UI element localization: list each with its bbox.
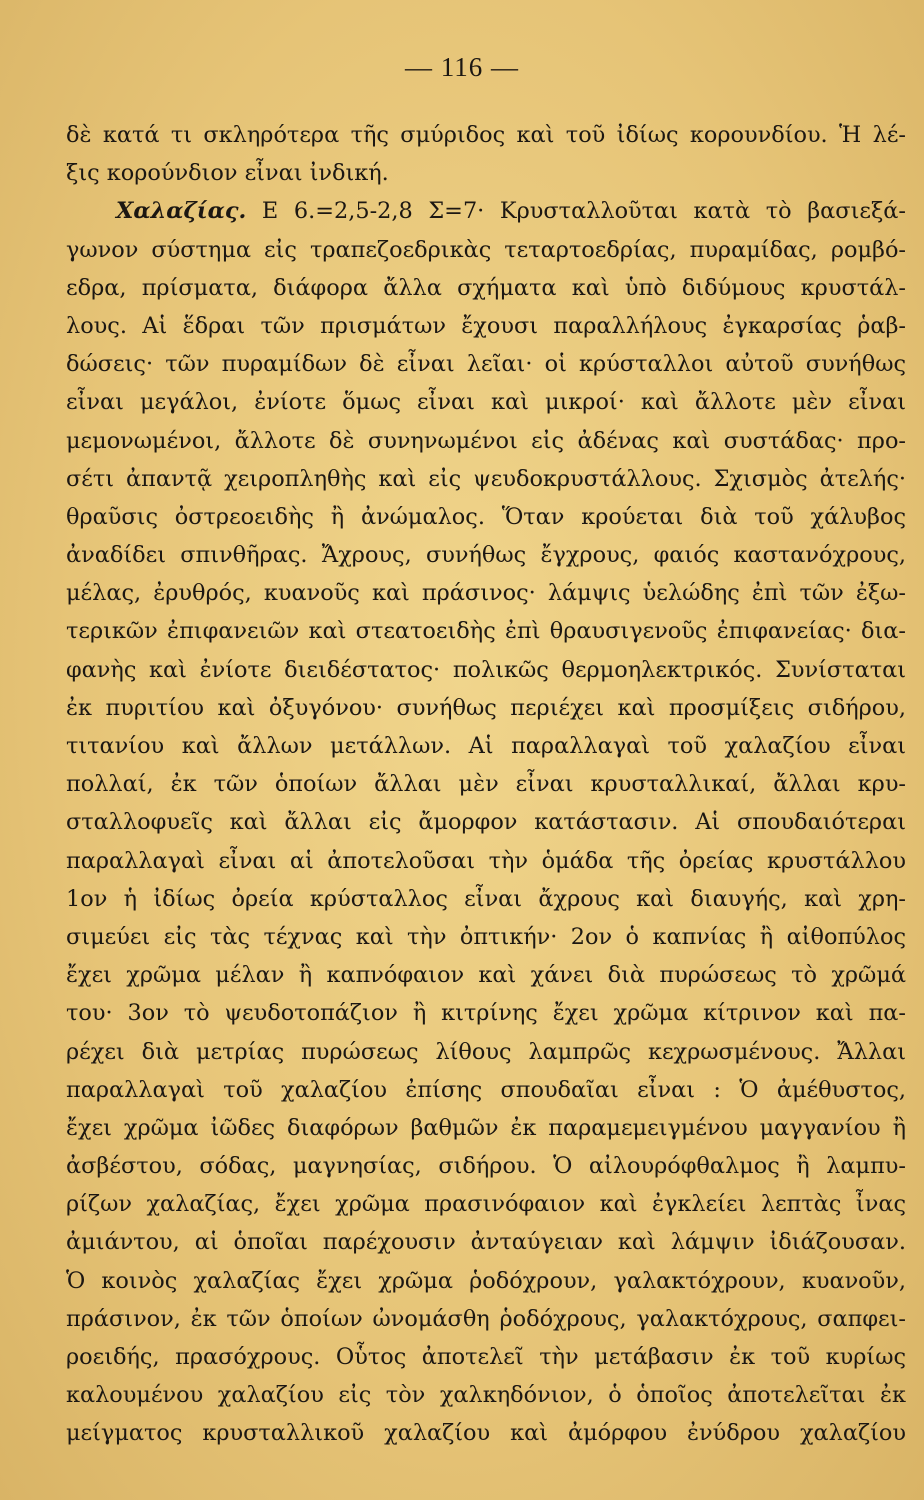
- text-line: [66, 269, 906, 307]
- line-text: Ε 6.=2,5-2,8 Σ=7· Κρυσταλλοῦται κατὰ τὸ βασιεξά-: [246, 198, 906, 225]
- text-line: [66, 536, 906, 574]
- text-line: [66, 116, 906, 154]
- line-text: δώσεις· τῶν πυραμίδων δὲ εἶναι λεῖαι· οἱ κρύσταλλοι αὐτοῦ συνήθως: [66, 351, 906, 378]
- line-text: Ὁ κοινὸς χαλαζίας ἔχει χρῶμα ῥοδόχρουν, γαλακτόχρουν, κυανοῦν,: [66, 1267, 906, 1294]
- text-line: [66, 1071, 906, 1109]
- line-text: ρίζων χαλαζίας, ἔχει χρῶμα πρασινόφαιον καὶ ἐγκλείει λεπτὰς ἶνας: [66, 1191, 906, 1218]
- line-text: σταλλοφυεῖς καὶ ἄλλαι εἰς ἄμορφον κατάστασιν. Αἱ σπουδαιότεραι: [66, 809, 906, 836]
- line-text: γωνον σύστημα εἰς τραπεζοεδρικὰς τεταρτοεδρίας, πυραμίδας, ρομβό-: [66, 236, 906, 263]
- text-line: [66, 383, 906, 421]
- text-line: [66, 574, 906, 612]
- page-number: — 116 —: [405, 52, 519, 82]
- text-line: [66, 231, 906, 269]
- line-text: μέλας, ἐρυθρός, κυανοῦς καὶ πράσινος· λάμψις ὑελώδης ἐπὶ τῶν ἐξω-: [66, 580, 906, 607]
- text-line: [66, 1185, 906, 1223]
- line-text: τερικῶν ἐπιφανειῶν καὶ στεατοειδὴς ἐπὶ θραυσιγενοῦς ἐπιφανείας· δια-: [66, 618, 906, 645]
- text-line: [66, 1338, 906, 1376]
- line-text: εἶναι μεγάλοι, ἐνίοτε ὅμως εἶναι καὶ μικροί· καὶ ἄλλοτε μὲν εἶναι: [66, 389, 906, 416]
- text-line: [66, 1033, 906, 1071]
- line-text: εδρα, πρίσματα, διάφορα ἄλλα σχήματα καὶ ὑπὸ διδύμους κρυστάλ-: [66, 274, 906, 301]
- line-text: μείγματος κρυσταλλικοῦ χαλαζίου καὶ ἀμόρφου ἐνύδρου χαλαζίου: [66, 1420, 906, 1447]
- line-text: ἀναδίδει σπινθῆρας. Ἄχρους, συνήθως ἔγχρους, φαιός καστανόχρους,: [66, 542, 906, 569]
- text-line: [66, 765, 906, 803]
- text-line: [66, 842, 906, 880]
- entry-term: Χαλαζίας.: [116, 198, 247, 225]
- line-text: πολλαί, ἐκ τῶν ὁποίων ἄλλαι μὲν εἶναι κρυσταλλικαί, ἄλλαι κρυ-: [66, 771, 906, 798]
- line-text: του· 3ον τὸ ψευδοτοπάζιον ἢ κιτρίνης ἔχει χρῶμα κίτρινον καὶ πα-: [66, 1000, 906, 1027]
- line-text: ροειδής, πρασόχρους. Οὗτος ἀποτελεῖ τὴν μετάβασιν ἐκ τοῦ κυρίως: [66, 1344, 906, 1370]
- line-text: τιτανίου καὶ ἄλλων μετάλλων. Αἱ παραλλαγαὶ τοῦ χαλαζίου εἶναι: [66, 733, 906, 759]
- line-text: ἔχει χρῶμα ἰῶδες διαφόρων βαθμῶν ἐκ παραμεμειγμένου μαγγανίου ἢ: [66, 1114, 906, 1141]
- line-text: ἔχει χρῶμα μέλαν ἢ καπνόφαιον καὶ χάνει διὰ πυρώσεως τὸ χρῶμά: [66, 962, 906, 989]
- text-line: [66, 918, 906, 956]
- text-line: [66, 498, 906, 536]
- text-line: [66, 460, 906, 498]
- text-line: [66, 994, 906, 1032]
- line-text: μεμονωμένοι, ἄλλοτε δὲ συνηνωμένοι εἰς ἀδένας καὶ συστάδας· προ-: [66, 427, 906, 454]
- text-line: [66, 1223, 906, 1261]
- body-text: [66, 116, 906, 1453]
- line-text: σέτι ἀπαντᾷ χειροπληθὴς καὶ εἰς ψευδοκρυστάλλους. Σχισμὸς ἀτελής·: [66, 465, 906, 492]
- line-text: θραῦσις ὀστρεοειδὴς ἢ ἀνώμαλος. Ὅταν κρούεται διὰ τοῦ χάλυβος: [66, 503, 906, 530]
- text-line: [66, 689, 906, 727]
- line-text: 1ον ἡ ἰδίως ὀρεία κρύσταλλος εἶναι ἄχρους καὶ διαυγής, καὶ χρη-: [66, 885, 906, 912]
- text-line: [66, 345, 906, 383]
- line-text: παραλλαγαὶ τοῦ χαλαζίου ἐπίσης σπουδαῖαι εἶναι : Ὁ ἀμέθυστος,: [66, 1076, 906, 1103]
- text-line: [66, 1376, 906, 1414]
- line-text: παραλλαγαὶ εἶναι αἱ ἀποτελοῦσαι τὴν ὁμάδα τῆς ὀρείας κρυστάλλου: [66, 847, 906, 874]
- text-line: [66, 651, 906, 689]
- text-line: [66, 1109, 906, 1147]
- line-text: καλουμένου χαλαζίου εἰς τὸν χαλκηδόνιον, ὁ ὁποῖος ἀποτελεῖται ἐκ: [66, 1382, 906, 1409]
- text-line: [66, 727, 906, 765]
- text-line: [66, 1147, 906, 1185]
- line-text: ξις κορούνδιον εἶναι ἰνδική.: [66, 160, 389, 187]
- text-line: [66, 192, 906, 230]
- text-line: [66, 1414, 906, 1452]
- text-line: [66, 154, 906, 192]
- text-line: [66, 803, 906, 841]
- line-text: πράσινον, ἐκ τῶν ὁποίων ὠνομάσθη ῥοδόχρους, γαλακτόχρους, σαπφει-: [66, 1305, 906, 1332]
- text-line: [66, 612, 906, 650]
- line-text: ἀσβέστου, σόδας, μαγνησίας, σιδήρου. Ὁ αἰλουρόφθαλμος ἢ λαμπυ-: [66, 1153, 906, 1180]
- line-text: ἀμιάντου, αἱ ὁποῖαι παρέχουσιν ἀνταύγειαν καὶ λάμψιν ἰδιάζουσαν.: [66, 1229, 906, 1256]
- text-line: [66, 422, 906, 460]
- line-text: φανὴς καὶ ἐνίοτε διειδέστατος· πολικῶς θερμοηλεκτρικός. Συνίσταται: [66, 656, 906, 683]
- text-line: [66, 307, 906, 345]
- text-line: [66, 1300, 906, 1338]
- line-text: δὲ κατά τι σκληρότερα τῆς σμύριδος καὶ τοῦ ἰδίως κορουνδίου. Ἡ λέ-: [66, 122, 906, 148]
- text-line: [66, 1262, 906, 1300]
- text-line: [66, 956, 906, 994]
- line-text: ἐκ πυριτίου καὶ ὀξυγόνου· συνήθως περιέχει καὶ προσμίξεις σιδήρου,: [66, 694, 906, 721]
- line-text: σιμεύει εἰς τὰς τέχνας καὶ τὴν ὀπτικήν· 2ον ὁ καπνίας ἢ αἰθοπύλος: [66, 923, 906, 950]
- line-text: ρέχει διὰ μετρίας πυρώσεως λίθους λαμπρῶς κεχρωσμένους. Ἄλλαι: [66, 1038, 906, 1065]
- line-text: λους. Αἱ ἕδραι τῶν πρισμάτων ἔχουσι παραλλήλους ἐγκαρσίας ῥαβ-: [66, 312, 906, 339]
- text-line: [66, 880, 906, 918]
